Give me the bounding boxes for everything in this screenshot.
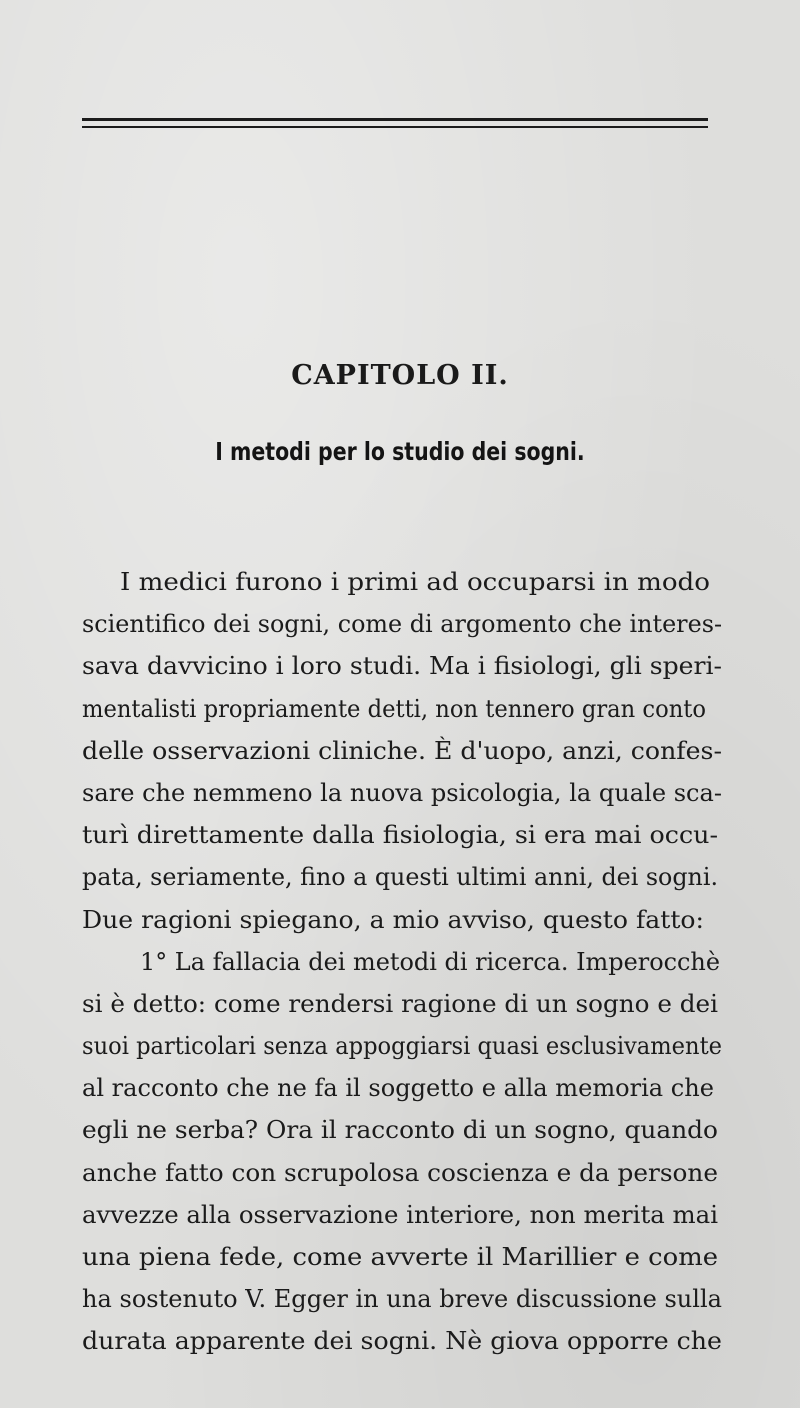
text-line: si è detto: come rendersi ragione di un sogno e dei — [82, 989, 718, 1018]
text-line: una piena fede, come avverte il Marillier e come — [82, 1243, 718, 1271]
text-line: pata, seriamente, fino a questi ultimi anni, dei sogni. — [82, 863, 718, 892]
text-line: suoi particolari senza appoggiarsi quasi esclusivamente — [82, 1032, 722, 1061]
text-line: egli ne serba? Ora il racconto di un sogno, quando — [82, 1116, 718, 1145]
text-line: turì direttamente dalla fisiologia, si era mai occu- — [82, 821, 718, 850]
chapter-label: CAPITOLO II. — [291, 360, 509, 391]
text-line: sare che nemmeno la nuova psicologia, la quale sca- — [82, 778, 722, 807]
chapter-title: I metodi per lo studio dei sogni. — [215, 437, 585, 466]
top-rule-thick — [82, 118, 708, 121]
top-rule-thin — [82, 126, 708, 128]
text-line: al racconto che ne fa il soggetto e alla memoria che — [82, 1074, 714, 1103]
text-line: durata apparente dei sogni. Nè giova opporre che — [82, 1327, 722, 1356]
body-text — [82, 561, 722, 1363]
text-line: mentalisti propriamente detti, non tennero gran conto — [82, 694, 706, 723]
text-line: avvezze alla osservazione interiore, non merita mai — [82, 1200, 718, 1229]
text-line: 1° La fallacia dei metodi di ricerca. Imperocchè — [140, 947, 720, 976]
text-line: ha sostenuto V. Egger in una breve discussione sulla — [82, 1285, 723, 1314]
text-line: sava davvicino i loro studi. Ma i fisiologi, gli speri- — [82, 652, 722, 681]
text-line: I medici furono i primi ad occuparsi in modo — [120, 568, 710, 596]
text-line: delle osservazioni cliniche. È d'uopo, anzi, confes- — [82, 736, 722, 765]
text-line: Due ragioni spiegano, a mio avviso, questo fatto: — [82, 905, 704, 934]
text-line: scientifico dei sogni, come di argomento che interes- — [82, 610, 722, 639]
text-line: anche fatto con scrupolosa coscienza e da persone — [82, 1158, 718, 1187]
